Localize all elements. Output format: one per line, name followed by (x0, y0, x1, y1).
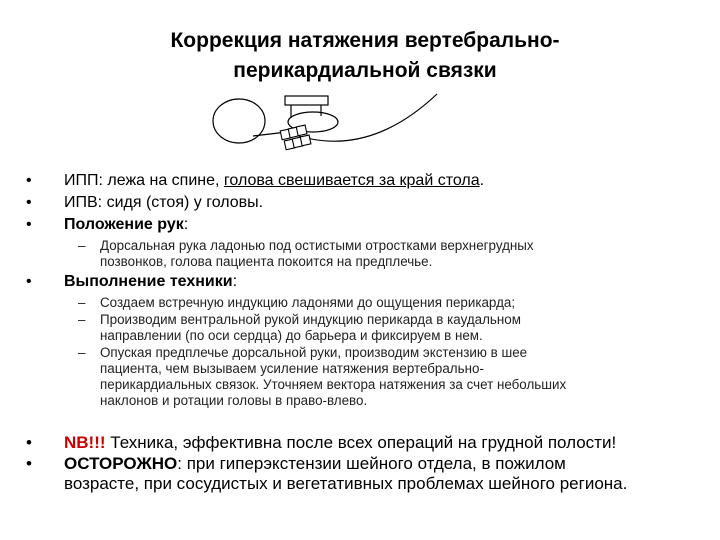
hands-label: Положение рук (64, 216, 184, 233)
bullet-dot: • (26, 454, 32, 473)
title-line-1: Коррекция натяжения вертебрально- (170, 29, 560, 52)
ipp-end: . (479, 172, 485, 189)
hands-sub-line-1: Дорсальная рука ладонью под остистыми отростками верхнегрудных (100, 238, 534, 253)
diagram-head-oval (213, 99, 265, 143)
slide-title (100, 26, 630, 86)
bullet-dot: • (26, 216, 32, 233)
dash-marker: – (78, 238, 86, 253)
execution-sub-line: Производим вентральной рукой индукцию перикарда в каудальном (100, 312, 521, 327)
caution-label: ОСТОРОЖНО (64, 454, 178, 473)
bullet-dot: • (26, 273, 32, 290)
bullet-dot: • (26, 433, 32, 452)
caution-text-line-1: : при гиперэкстензии шейного отдела, в пожилом (177, 454, 566, 473)
caution-text-line-2: возрасте, при сосудистых и вегетативных проблемах шейного региона. (64, 474, 628, 493)
nb-text: Техника, эффективна после всех операций на грудной полости! (105, 433, 617, 452)
execution-label: Выполнение техники (64, 273, 233, 290)
hands-sub-line-2: позвонков, голова пациента покоится на предплечье. (100, 254, 433, 269)
hands-text: : (183, 216, 189, 233)
dash-marker: – (78, 345, 86, 360)
diagram-hand-block (285, 96, 328, 105)
execution-text: : (232, 273, 238, 290)
dash-marker: – (78, 295, 86, 310)
ipv-text: : сидя (стоя) у головы. (97, 194, 264, 211)
dash-marker: – (78, 312, 86, 327)
ipp-text: : лежа на спине, (98, 172, 224, 189)
execution-sub-line: направлении (по оси сердца) до барьера и фиксируем в нем. (100, 328, 483, 343)
ipp-underlined-text: голова свешивается за край стола (223, 172, 480, 189)
nb-label: NB!!! (64, 433, 106, 452)
execution-sub-line: пациента, чем вызываем усиление натяжения вертебрально- (100, 361, 484, 376)
ipp-label: ИПП (64, 172, 99, 189)
execution-sub-line: перикардиальных связок. Уточняем вектора натяжения за счет небольших (100, 377, 567, 392)
diagram-vertebrae (280, 125, 311, 150)
execution-sub-line: наклонов и ротации головы в право-влево. (100, 393, 368, 408)
ligament-diagram (205, 92, 445, 160)
ipv-label: ИПВ (64, 194, 98, 211)
bullet-dot: • (26, 194, 32, 211)
execution-sub-line: Создаем встречную индукцию ладонями до ощущения перикарда; (100, 295, 516, 310)
execution-sub-line: Опуская предплечье дорсальной руки, производим экстензию в шее (100, 345, 528, 360)
bullet-dot: • (26, 172, 32, 189)
title-line-2: перикардиальной связки (233, 59, 497, 82)
